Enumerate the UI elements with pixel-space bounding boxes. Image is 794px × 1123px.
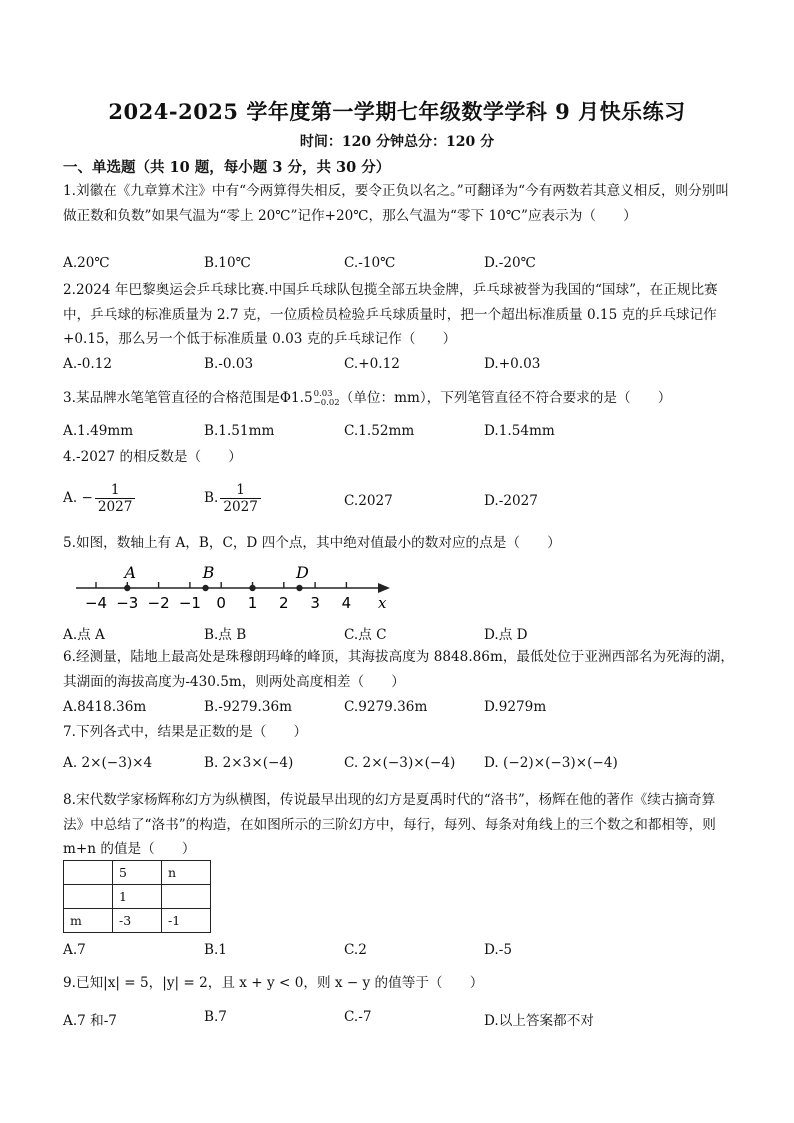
option-b-prefix: B. bbox=[204, 490, 219, 506]
axis-tick-label: 2 bbox=[279, 594, 289, 612]
option-d: D. (−2)×(−3)×(−4) bbox=[484, 755, 618, 771]
question-4-options bbox=[63, 482, 735, 522]
option-a bbox=[63, 482, 137, 515]
axis-tick-label: −4 bbox=[84, 594, 108, 612]
magic-square-table bbox=[63, 860, 211, 933]
question-3-stem-end: （单位：mm），下列笔管直径不符合要求的是（ ） bbox=[339, 390, 672, 406]
table-row bbox=[64, 861, 211, 885]
table-row bbox=[64, 909, 211, 933]
option-b: B.-0.03 bbox=[204, 356, 254, 372]
option-c: C.点 C bbox=[344, 627, 387, 643]
option-d: D.-5 bbox=[484, 942, 512, 958]
option-d: D.点 D bbox=[484, 627, 528, 643]
number-line-point bbox=[296, 585, 302, 591]
axis-tick-label: 1 bbox=[247, 594, 258, 612]
number-line-point bbox=[249, 585, 255, 591]
option-d: D.+0.03 bbox=[484, 356, 541, 372]
number-line-points bbox=[123, 563, 310, 591]
point-label: B bbox=[202, 563, 215, 582]
question-3-stem bbox=[63, 386, 735, 411]
number-line-figure bbox=[72, 556, 402, 612]
axis-tick-label: 4 bbox=[341, 594, 352, 612]
section-heading: 一、单选题（共 10 题，每小题 3 分，共 30 分） bbox=[63, 159, 391, 176]
option-c: C.9279.36m bbox=[344, 699, 428, 715]
option-b: B.10℃ bbox=[204, 255, 251, 271]
question-8-stem: 8.宋代数学家杨辉称幻方为纵横图，传说最早出现的幻方是夏禹时代的“洛书”，杨辉在他的著作《续古摘奇算法》中总结了“洛书”的构造，在如图所示的三阶幻方中，每行，每列、每条对角线上的三个数之和都相等，则 m+n 的值是（ ） bbox=[63, 792, 716, 857]
point-label: D bbox=[296, 563, 309, 582]
question-2-stem: 2.2024 年巴黎奥运会乒乓球比赛.中国乒乓球队包揽全部五块金牌，乒乓球被誉为我国的“国球”，在正规比赛中，乒乓球的标准质量为 2.7 克，一位质检员检验乒乓球质量时，把一个超出标准质量 0.15 克的乒乓球记作+0.15，那么另一个低于标准质量 0.03 克的乒乓球记作（ ） bbox=[63, 282, 718, 347]
option-d: D.-2027 bbox=[484, 493, 538, 509]
option-a: A.7 bbox=[63, 942, 86, 958]
table-cell bbox=[64, 885, 113, 909]
option-c: C. 2×(−3)×(−4) bbox=[344, 755, 456, 771]
question-5-stem: 5.如图，数轴上有 A，B，C，D 四个点，其中绝对值最小的数对应的点是（ ） bbox=[63, 535, 561, 551]
option-b: B.7 bbox=[204, 1009, 227, 1025]
axis-tick-label: −1 bbox=[178, 594, 201, 612]
option-c: C.-7 bbox=[344, 1009, 372, 1025]
question-3-stem-start: 3.某品牌水笔笔管直径的合格范围是Φ1.5 bbox=[63, 390, 313, 406]
option-a: A. 2×(−3)×4 bbox=[63, 755, 153, 771]
tolerance bbox=[314, 390, 340, 408]
arrow-head-icon bbox=[378, 583, 390, 593]
tolerance-lower: −0.02 bbox=[313, 397, 340, 408]
fraction-denominator: 2027 bbox=[97, 499, 133, 515]
table-cell: m bbox=[64, 909, 113, 933]
option-b: B.点 B bbox=[204, 627, 247, 643]
axis-variable-label: x bbox=[378, 594, 387, 612]
table-cell bbox=[64, 861, 113, 885]
option-b: B.-9279.36m bbox=[204, 699, 293, 715]
option-d: D.1.54mm bbox=[484, 423, 555, 439]
page-title: 2024-2025 学年度第一学期七年级数学学科 9 月快乐练习 bbox=[108, 99, 686, 124]
exam-info: 时间：120 分钟总分：120 分 bbox=[299, 134, 495, 150]
option-d: D.以上答案都不对 bbox=[484, 1013, 594, 1029]
question-6-stem: 6.经测量，陆地上最高处是珠穆朗玛峰的峰顶，其海拔高度为 8848.86m，最低处位于亚洲西部名为死海的湖，其湖面的海拔高度为-430.5m，则两处高度相差（ ） bbox=[63, 649, 734, 690]
option-b: B.1.51mm bbox=[204, 423, 275, 439]
question-5-options bbox=[63, 623, 735, 645]
option-a: A.20℃ bbox=[63, 255, 110, 271]
number-line-point bbox=[202, 585, 208, 591]
point-label: A bbox=[124, 563, 137, 582]
option-c: C.+0.12 bbox=[344, 356, 400, 372]
question-7-stem: 7.下列各式中，结果是正数的是（ ） bbox=[63, 724, 308, 740]
table-cell: -1 bbox=[162, 909, 211, 933]
table-cell: 5 bbox=[113, 861, 162, 885]
table-cell: -3 bbox=[113, 909, 162, 933]
option-a: A.7 和-7 bbox=[63, 1013, 117, 1029]
fraction-numerator: 1 bbox=[95, 482, 136, 499]
table-cell: n bbox=[162, 861, 211, 885]
table-cell bbox=[162, 885, 211, 909]
axis-tick-label: 0 bbox=[216, 594, 226, 612]
option-c: C.1.52mm bbox=[344, 423, 415, 439]
axis-tick-label: 3 bbox=[310, 594, 320, 612]
question-6-options bbox=[63, 699, 735, 721]
question-9-stem: 9.已知|x| = 5，|y| = 2，且 x + y < 0，则 x − y 的值等于（ ） bbox=[63, 975, 484, 991]
axis-tick-label: −2 bbox=[147, 594, 170, 612]
question-7-options bbox=[63, 755, 735, 777]
question-1-options bbox=[63, 255, 735, 277]
fraction bbox=[95, 482, 136, 515]
table-row bbox=[64, 885, 211, 909]
axis-tick-label: −3 bbox=[116, 594, 139, 612]
option-b bbox=[204, 482, 263, 515]
question-4-stem: 4.-2027 的相反数是（ ） bbox=[63, 449, 242, 465]
number-line-point bbox=[124, 585, 130, 591]
option-a: A.-0.12 bbox=[63, 356, 112, 372]
option-a: A.点 A bbox=[63, 627, 105, 643]
option-d: D.-20℃ bbox=[484, 255, 536, 271]
question-2-options bbox=[63, 356, 735, 378]
option-c: C.2027 bbox=[344, 493, 393, 509]
table-cell: 1 bbox=[113, 885, 162, 909]
option-c: C.2 bbox=[344, 942, 367, 958]
option-a-prefix: A. − bbox=[63, 490, 93, 506]
fraction bbox=[220, 482, 261, 515]
question-8-options bbox=[63, 942, 735, 964]
fraction-numerator: 1 bbox=[220, 482, 261, 499]
option-d: D.9279m bbox=[484, 699, 547, 715]
question-3-options bbox=[63, 423, 735, 445]
tolerance-upper: 0.03 bbox=[313, 388, 333, 399]
option-b: B.1 bbox=[204, 942, 227, 958]
option-c: C.-10℃ bbox=[344, 255, 396, 271]
question-1-stem: 1.刘徽在《九章算术注》中有“今两算得失相反，要令正负以名之。”可翻译为“今有两数若其意义相反，则分别叫做正数和负数”如果气温为“零上 20℃”记作+20℃，那么气温为“零下 10℃”应表示为（ ） bbox=[63, 183, 729, 224]
option-a: A.1.49mm bbox=[63, 423, 134, 439]
question-9-options bbox=[63, 1009, 735, 1031]
option-a: A.8418.36m bbox=[63, 699, 147, 715]
fraction-denominator: 2027 bbox=[223, 499, 258, 515]
option-b: B. 2×3×(−4) bbox=[204, 755, 294, 771]
